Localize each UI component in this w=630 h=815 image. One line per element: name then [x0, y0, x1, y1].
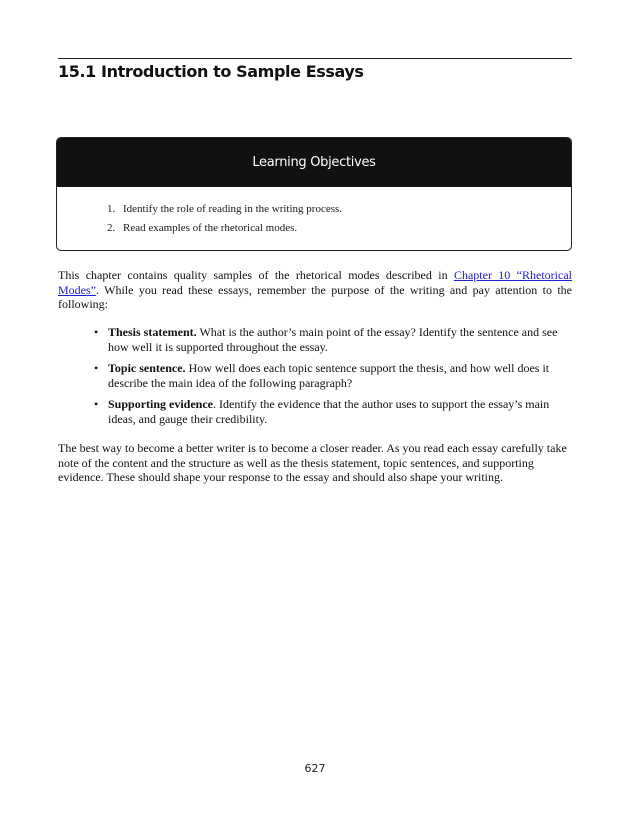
- intro-text-after-link: . While you read these essays, remember the purpose of the writing and pay attention to the following:: [58, 282, 572, 311]
- learning-objectives-list: [57, 187, 571, 238]
- intro-paragraph: [58, 268, 572, 312]
- intro-text-before-link: This chapter contains quality samples of the rhetorical modes described in: [58, 268, 454, 282]
- section-title: 15.1 Introduction to Sample Essays: [58, 62, 364, 81]
- page-number: 627: [304, 762, 326, 775]
- checklist-item-thesis: [92, 325, 572, 354]
- closing-paragraph: The best way to become a better writer is to become a closer reader. As you read each essay carefully take note of the content and the structure as well as the thesis statement, topic sentences, and supporting evidence. These should shape your response to the essay and should also shape your writing.: [58, 441, 567, 484]
- learning-objective-item: [57, 219, 571, 238]
- learning-objectives-title: Learning Objectives: [252, 155, 376, 170]
- bullet-marker: •: [94, 397, 99, 411]
- checklist-item-topic-sentence: [92, 361, 572, 390]
- bullet-marker: •: [94, 325, 99, 339]
- learning-objective-number: 1.: [107, 203, 116, 215]
- checklist-term: Supporting evidence: [108, 397, 214, 411]
- chapter-10-link[interactable]: Chapter 10 “Rhetorical Modes”: [58, 268, 572, 297]
- learning-objective-number: 2.: [107, 222, 116, 234]
- learning-objective-text: Identify the role of reading in the writing process.: [123, 203, 343, 215]
- checklist-term: Thesis statement.: [108, 325, 197, 339]
- learning-objectives-box: [56, 137, 572, 251]
- bullet-marker: •: [94, 361, 99, 375]
- reading-checklist: [92, 325, 572, 433]
- learning-objective-item: [57, 200, 571, 219]
- checklist-text: How well does each topic sentence support the thesis, and how well does it describe the main idea of the following paragraph?: [108, 361, 550, 390]
- checklist-text: What is the author’s main point of the essay? Identify the sentence and see how well it is supported throughout the essay.: [108, 325, 558, 354]
- learning-objective-text: Read examples of the rhetorical modes.: [123, 222, 298, 234]
- checklist-item-supporting-evidence: [92, 397, 572, 426]
- top-rule: [58, 58, 572, 59]
- checklist-term: Topic sentence.: [108, 361, 186, 375]
- checklist-text: . Identify the evidence that the author uses to support the essay’s main ideas, and gauge their credibility.: [108, 397, 550, 426]
- learning-objectives-header: [57, 138, 571, 187]
